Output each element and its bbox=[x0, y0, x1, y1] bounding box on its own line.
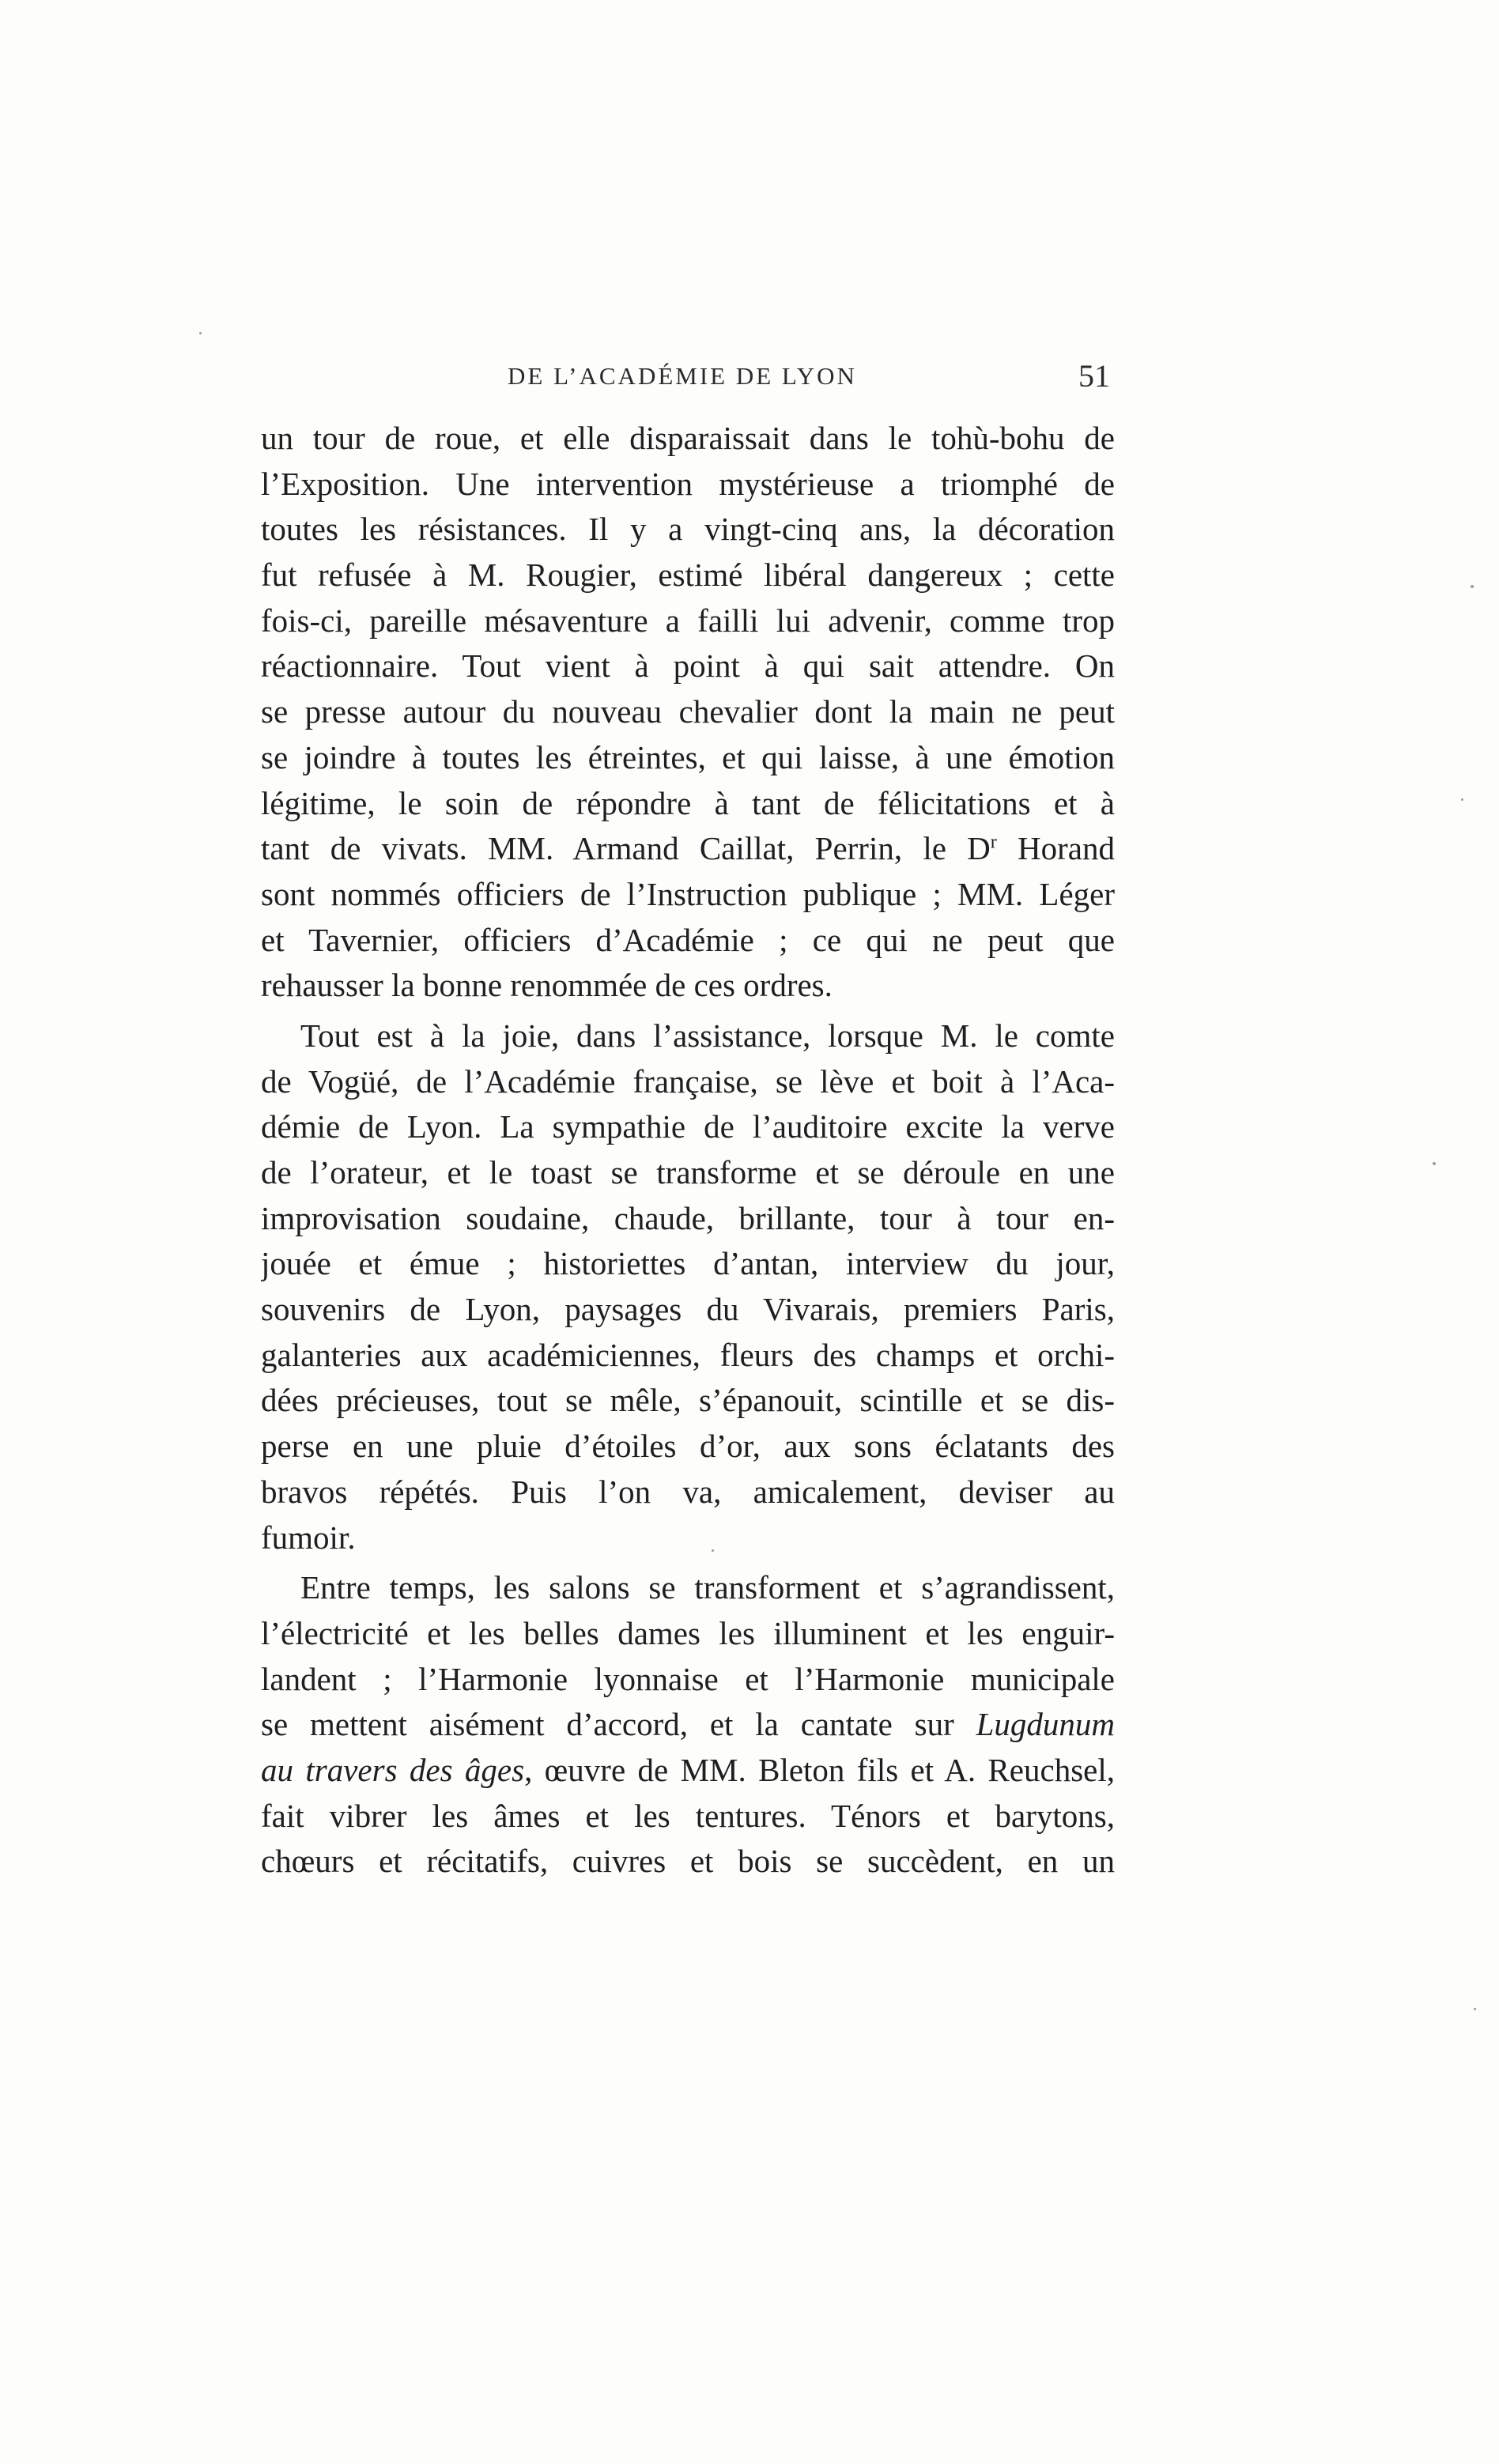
body-text bbox=[261, 416, 1115, 1885]
text-line: fois-ci, pareille mésaventure a failli lui advenir, comme trop bbox=[261, 602, 1115, 639]
text-line: démie de Lyon. La sympathie de l’auditoire excite la verve bbox=[261, 1108, 1115, 1145]
scan-speck bbox=[1471, 585, 1474, 588]
text-line: dées précieuses, tout se mêle, s’épanouit, scintille et se dis- bbox=[261, 1382, 1115, 1419]
text-line: chœurs et récitatifs, cuivres et bois se succèdent, en un bbox=[261, 1843, 1115, 1880]
text-line: légitime, le soin de répondre à tant de félicitations et à bbox=[261, 784, 1115, 821]
paragraph-start-line: Entre temps, les salons se transforment et s’agrandissent, bbox=[300, 1569, 1115, 1606]
text-line: jouée et émue ; historiettes d’antan, interview du jour, bbox=[261, 1245, 1115, 1282]
text-line: bravos répétés. Puis l’on va, amicalement, deviser au bbox=[261, 1473, 1115, 1510]
text-line: de l’orateur, et le toast se transforme et se déroule en une bbox=[261, 1154, 1115, 1190]
text-line: et Tavernier, officiers d’Académie ; ce qui ne peut que bbox=[261, 921, 1115, 958]
text-line: se presse autour du nouveau chevalier dont la main ne peut bbox=[261, 693, 1115, 730]
scan-speck bbox=[199, 332, 202, 334]
text-line-part: Horand bbox=[996, 830, 1115, 867]
text-line: sont nommés officiers de l’Instruction publique ; MM. Léger bbox=[261, 875, 1115, 912]
text-line: souvenirs de Lyon, paysages du Vivarais, premiers Paris, bbox=[261, 1291, 1115, 1328]
text-line bbox=[261, 826, 1115, 872]
text-line bbox=[261, 1702, 1115, 1748]
doctor-abbrev-superscript: r bbox=[990, 832, 997, 853]
text-line-part: se mettent aisément d’accord, et la cantate sur bbox=[261, 1706, 954, 1743]
text-line: se joindre à toutes les étreintes, et qui laisse, à une émotion bbox=[261, 738, 1115, 775]
scan-speck bbox=[1461, 798, 1463, 801]
text-line: perse en une pluie d’étoiles d’or, aux sons éclatants des bbox=[261, 1428, 1115, 1465]
text-line: rehausser la bonne renommée de ces ordres. bbox=[261, 967, 833, 1004]
text-line: improvisation soudaine, chaude, brillante, tour à tour en- bbox=[261, 1199, 1115, 1236]
text-line-part: , œuvre de MM. Bleton fils et A. Reuchsel, bbox=[524, 1751, 1115, 1788]
text-line: galanteries aux académiciennes, fleurs des champs et orchi- bbox=[261, 1336, 1115, 1373]
scan-speck bbox=[1474, 2008, 1476, 2010]
text-line: fait vibrer les âmes et les tentures. Ténors et barytons, bbox=[261, 1797, 1115, 1834]
text-line bbox=[261, 1748, 1115, 1794]
text-line: landent ; l’Harmonie lyonnaise et l’Harmonie municipale bbox=[261, 1660, 1115, 1697]
text-line: de Vogüé, de l’Académie française, se lève et boit à l’Aca- bbox=[261, 1062, 1115, 1100]
paragraph-start-line: Tout est à la joie, dans l’assistance, lorsque M. le comte bbox=[300, 1017, 1115, 1054]
scan-speck bbox=[1433, 1162, 1436, 1165]
italic-title-au-travers: au travers des âges bbox=[261, 1751, 525, 1788]
text-line: fumoir. bbox=[261, 1519, 356, 1556]
scan-speck bbox=[712, 1549, 714, 1552]
text-line: un tour de roue, et elle disparaissait dans le tohù-bohu de bbox=[261, 420, 1115, 456]
italic-title-lugdunum: Lugdunum bbox=[976, 1706, 1115, 1743]
page-header bbox=[261, 357, 1123, 405]
running-head: DE L’ACADÉMIE DE LYON bbox=[508, 362, 857, 390]
text-line: l’électricité et les belles dames les illuminent et les enguir- bbox=[261, 1614, 1115, 1651]
text-line-part: tant de vivats. MM. Armand Caillat, Perrin, le D bbox=[261, 830, 991, 867]
text-line: fut refusée à M. Rougier, estimé libéral dangereux ; cette bbox=[261, 557, 1115, 594]
text-line: l’Exposition. Une intervention mystérieuse a triomphé de bbox=[261, 465, 1115, 502]
text-line: toutes les résistances. Il y a vingt-cinq ans, la décoration bbox=[261, 511, 1115, 548]
text-line: réactionnaire. Tout vient à point à qui sait attendre. On bbox=[261, 647, 1115, 685]
page-number: 51 bbox=[1078, 358, 1110, 394]
